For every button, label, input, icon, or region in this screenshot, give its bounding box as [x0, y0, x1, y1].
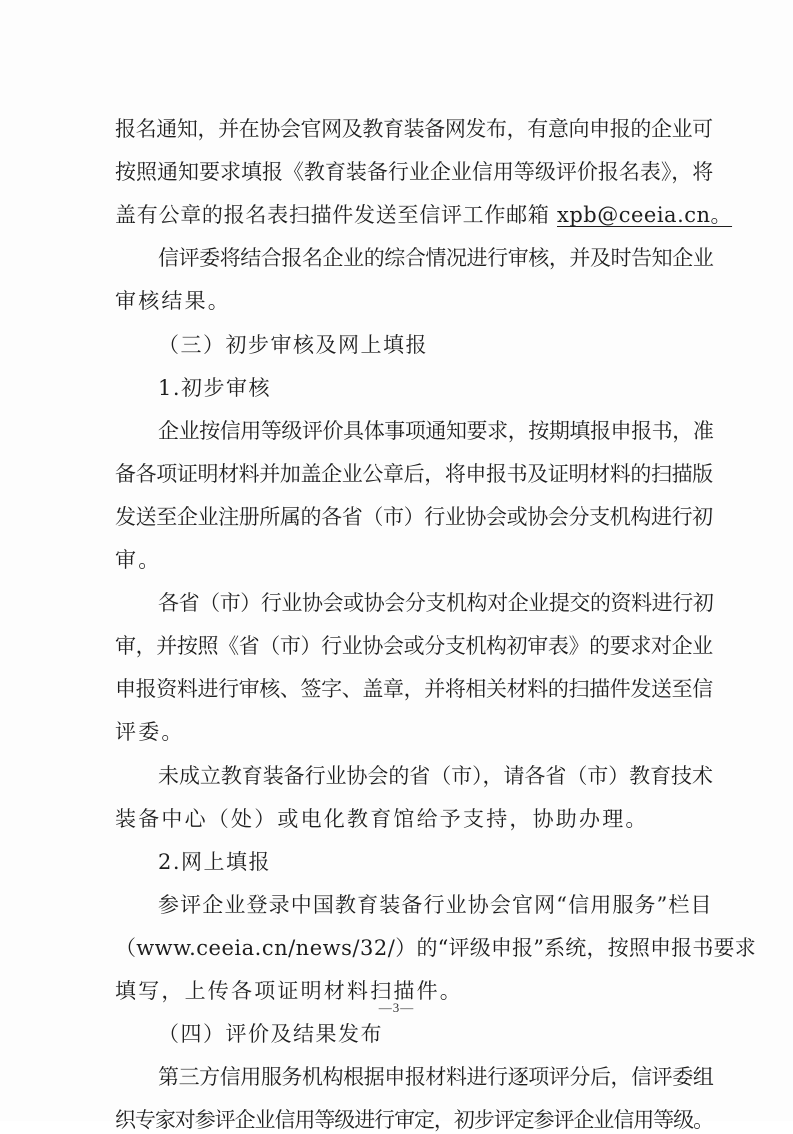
section-heading: （三）初步审核及网上填报 [158, 332, 428, 357]
paragraph-line: 织专家对参评企业信用等级进行审定，初步评定参评企业信用等级。 [115, 1108, 713, 1133]
email-address: xpb@ceeia.cn。 [557, 203, 733, 228]
paragraph-text: 盖有公章的报名表扫描件发送至信评工作邮箱 [115, 203, 557, 228]
section-heading: （四）评价及结果发布 [158, 1022, 383, 1047]
paragraph-line: 审。 [115, 548, 162, 572]
paragraph-line: 评委。 [115, 720, 185, 745]
paragraph-text: （ [115, 935, 137, 960]
paragraph-text: ）的“评级申报”系统，按照申报书要求 [395, 935, 756, 960]
paragraph-line: 填写，上传各项证明材料扫描件。 [115, 979, 463, 1003]
paragraph-line: 未成立教育装备行业协会的省（市），请各省（市）教育技术 [158, 763, 713, 788]
paragraph-line: 发送至企业注册所属的各省（市）行业协会或协会分支机构进行初 [115, 504, 713, 529]
subsection-heading: 1.初步审核 [158, 375, 272, 400]
page-number: —3— [378, 1000, 415, 1015]
paragraph-line: 申报资料进行审核、签字、盖章，并将相关材料的扫描件发送至信 [115, 677, 713, 702]
paragraph-line: 备各项证明材料并加盖企业公章后，将申报书及证明材料的扫描版 [115, 461, 713, 486]
paragraph-line: 按照通知要求填报《教育装备行业企业信用等级评价报名表》，将 [115, 160, 714, 185]
paragraph-line: 审，并按照《省（市）行业协会或分支机构初审表》的要求对企业 [115, 634, 713, 659]
paragraph-line: 报名通知，并在协会官网及教育装备网发布，有意向申报的企业可 [115, 117, 713, 141]
paragraph-line [115, 934, 756, 962]
paragraph-line: 企业按信用等级评价具体事项通知要求，按期填报申报书，准 [158, 418, 714, 443]
paragraph-line: 参评企业登录中国教育装备行业协会官网“信用服务”栏目 [158, 892, 713, 917]
paragraph-line: 信评委将结合报名企业的综合情况进行审核，并及时告知企业 [158, 246, 714, 271]
paragraph-line: 装备中心（处）或电化教育馆给予支持，协助办理。 [115, 806, 649, 831]
paragraph-line: 审核结果。 [115, 289, 231, 314]
paragraph-line: 第三方信用服务机构根据申报材料进行逐项评分后，信评委组 [158, 1065, 714, 1090]
website-url: www.ceeia.cn/news/32/ [136, 935, 396, 960]
subsection-heading: 2.网上填报 [158, 849, 272, 874]
paragraph-line [115, 201, 732, 229]
paragraph-line: 各省（市）行业协会或协会分支机构对企业提交的资料进行初 [158, 591, 714, 616]
